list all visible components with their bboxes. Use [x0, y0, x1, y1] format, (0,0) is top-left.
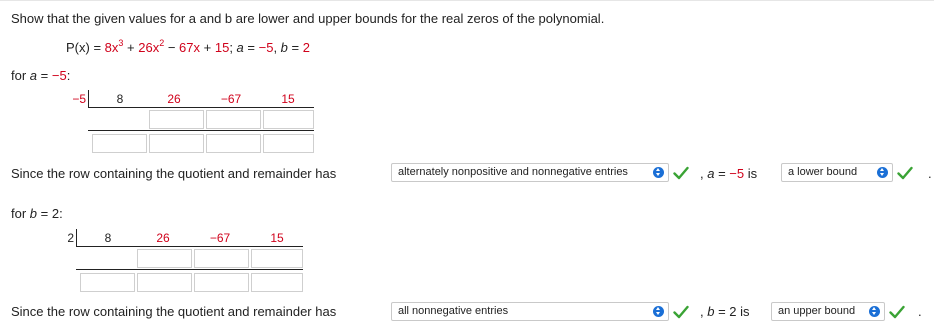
product-cell-a-1[interactable] [149, 110, 204, 129]
sum-line-a [88, 130, 314, 131]
polynomial-statement [66, 37, 310, 55]
comma: , [273, 40, 281, 55]
part-a-conclusion [700, 166, 757, 181]
select-arrow-icon [653, 306, 664, 317]
b-equals: = [287, 40, 303, 55]
part-b-conclusion-var: b [707, 304, 715, 319]
part-b-heading [11, 206, 63, 221]
result-cell-a-1[interactable] [92, 134, 147, 153]
result-cell-b-1[interactable] [80, 273, 135, 292]
part-b-period: . [918, 304, 922, 319]
entries-select-a[interactable] [391, 163, 669, 182]
op-plus-1: + [123, 40, 139, 55]
result-cell-b-2[interactable] [137, 273, 192, 292]
op-minus: − [164, 40, 180, 55]
a-equals: = [243, 40, 259, 55]
coefficient-underline-b [76, 246, 303, 247]
select-arrow-icon [653, 167, 664, 178]
product-cell-b-3[interactable] [251, 249, 303, 268]
coef-a-3: −67 [220, 92, 242, 106]
part-a-value: −5 [51, 68, 67, 83]
coef-a-2: 26 [167, 92, 181, 106]
part-b-conclusion-comma: , [700, 304, 708, 319]
check-icon [673, 166, 689, 180]
term-2-base: 26x [138, 40, 160, 55]
term-4: 15 [214, 40, 230, 55]
sum-line-b [76, 269, 303, 270]
divisor-bracket-a [88, 90, 89, 108]
term-1-base: 8x [104, 40, 119, 55]
result-cell-b-3[interactable] [194, 273, 249, 292]
top-divider [0, 0, 934, 1]
a-value: −5 [258, 40, 274, 55]
part-b-conclusion-value: 2 [729, 304, 737, 319]
term-2-exponent: 2 [159, 37, 165, 48]
check-icon [673, 305, 689, 319]
instruction-text: Show that the given values for a and b are lower and upper bounds for the real zeros of the polynomial. [11, 11, 605, 26]
bound-select-a[interactable] [781, 163, 893, 182]
result-cell-a-4[interactable] [263, 134, 314, 153]
divisor-a: −5 [72, 92, 86, 106]
bound-select-b[interactable] [771, 302, 885, 321]
term-1 [104, 37, 124, 55]
product-cell-a-2[interactable] [206, 110, 261, 129]
coef-b-2: 26 [156, 231, 170, 245]
part-a-since-text: Since the row containing the quotient and remainder has [11, 166, 337, 181]
coef-a-4: 15 [281, 92, 295, 106]
part-a-conclusion-value: −5 [729, 166, 745, 181]
check-icon [897, 166, 913, 180]
select-arrow-icon [877, 167, 888, 178]
part-a-var: a [29, 68, 38, 83]
part-a-eq: = [37, 68, 52, 83]
part-b-since-text: Since the row containing the quotient and remainder has [11, 304, 337, 319]
part-a-heading [11, 68, 70, 83]
part-b-colon: : [59, 206, 63, 221]
part-a-conclusion-comma: , [700, 166, 708, 181]
coef-a-1: 8 [116, 92, 124, 106]
product-cell-b-2[interactable] [194, 249, 249, 268]
separator: ; [229, 40, 237, 55]
divisor-b: 2 [67, 231, 74, 245]
polynomial-lhs: P(x) = [66, 40, 105, 55]
result-cell-b-4[interactable] [251, 273, 303, 292]
coef-b-3: −67 [209, 231, 231, 245]
entries-select-b-value: all nonnegative entries [398, 305, 509, 317]
entries-select-b[interactable] [391, 302, 669, 321]
part-b-value: 2 [51, 206, 60, 221]
check-icon [889, 305, 905, 319]
product-cell-a-3[interactable] [263, 110, 314, 129]
part-b-conclusion-eq: = [714, 304, 730, 319]
part-a-for: for [11, 68, 30, 83]
coef-b-1: 8 [104, 231, 112, 245]
part-a-period: . [928, 166, 932, 181]
term-3: 67x [179, 40, 201, 55]
part-a-conclusion-var: a [707, 166, 715, 181]
term-1-exponent: 3 [118, 37, 124, 48]
part-b-conclusion [700, 304, 750, 319]
entries-select-a-value: alternately nonpositive and nonnegative entries [398, 166, 628, 178]
b-label: b [280, 40, 288, 55]
part-b-for: for [11, 206, 30, 221]
result-cell-a-3[interactable] [206, 134, 261, 153]
part-a-conclusion-is: is [744, 166, 758, 181]
part-b-eq: = [37, 206, 52, 221]
op-plus-2: + [200, 40, 215, 55]
bound-select-a-value: a lower bound [788, 166, 858, 178]
b-value: 2 [302, 40, 310, 55]
part-a-colon: : [66, 68, 71, 83]
divisor-bracket-b [76, 229, 77, 247]
part-a-conclusion-eq: = [714, 166, 730, 181]
product-cell-b-1[interactable] [137, 249, 192, 268]
coefficient-underline-a [88, 107, 314, 108]
part-b-conclusion-is: is [736, 304, 750, 319]
a-label: a [236, 40, 244, 55]
result-cell-a-2[interactable] [149, 134, 204, 153]
select-arrow-icon [869, 306, 880, 317]
term-2 [138, 37, 165, 55]
bound-select-b-value: an upper bound [778, 305, 856, 317]
part-b-var: b [29, 206, 38, 221]
coef-b-4: 15 [270, 231, 284, 245]
